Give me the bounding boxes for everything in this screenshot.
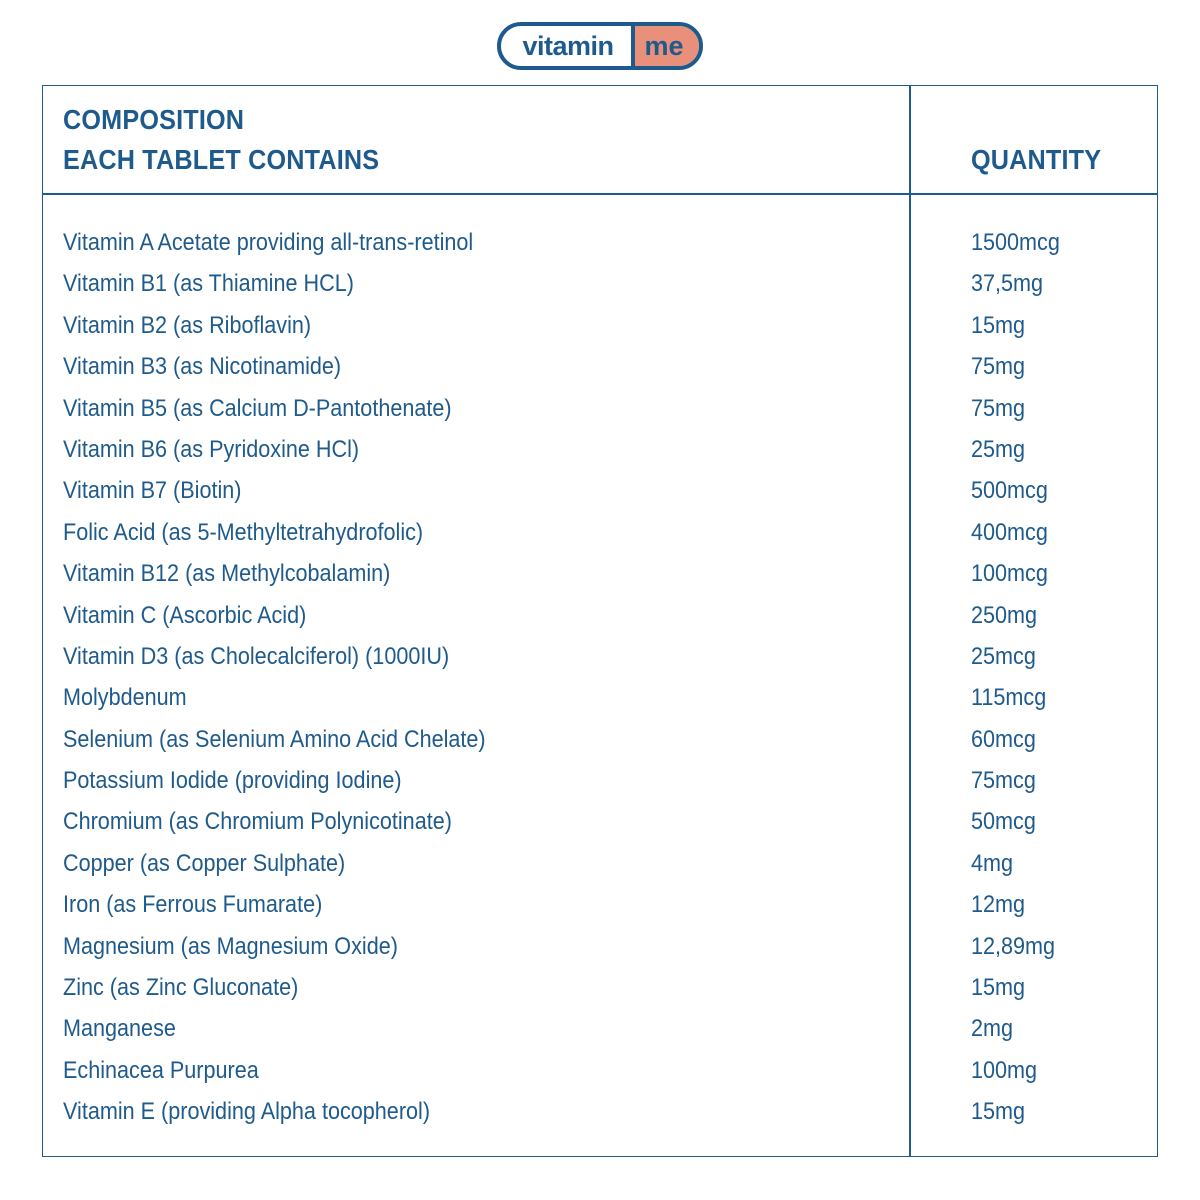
composition-header-line1: COMPOSITION [63,104,245,135]
ingredient-quantity: 15mg [971,974,1026,1002]
table-row [43,553,1157,594]
ingredient-name: Vitamin E (providing Alpha tocopherol) [63,1098,431,1126]
ingredient-quantity: 250mg [971,601,1038,629]
table-row [43,512,1157,553]
table-row [43,470,1157,511]
ingredient-quantity: 1500mcg [971,229,1060,256]
ingredient-quantity: 4mg [971,849,1014,877]
ingredient-quantity: 75mcg [971,767,1036,795]
logo-text-vitamin: vitamin [522,30,614,61]
table-row [43,429,1157,470]
table-row [43,305,1157,346]
ingredient-name: Vitamin B6 (as Pyridoxine HCl) [63,435,360,463]
ingredient-name: Magnesium (as Magnesium Oxide) [63,932,398,960]
ingredient-name: Vitamin D3 (as Cholecalciferol) (1000IU) [63,642,450,670]
table-row [43,677,1157,718]
ingredient-quantity: 15mg [971,1098,1026,1126]
ingredient-quantity: 12mg [971,891,1026,919]
header-divider [43,193,1157,195]
ingredient-name: Vitamin B3 (as Nicotinamide) [63,353,342,381]
ingredient-quantity: 12,89mg [971,932,1056,960]
ingredient-name: Echinacea Purpurea [63,1056,259,1084]
composition-header-line2: EACH TABLET CONTAINS [63,144,380,175]
ingredient-quantity: 60mcg [971,725,1036,753]
ingredient-quantity: 50mcg [971,808,1036,836]
ingredient-name: Selenium (as Selenium Amino Acid Chelate) [63,725,486,753]
ingredient-name: Vitamin B7 (Biotin) [63,477,242,505]
table-row [43,346,1157,387]
table-row [43,222,1157,263]
ingredient-quantity: 75mg [971,353,1026,381]
table-row [43,263,1157,304]
ingredient-quantity: 500mcg [971,477,1048,505]
ingredient-quantity: 115mcg [971,684,1047,712]
brand-logo [497,22,703,70]
table-row [43,388,1157,429]
ingredient-name: Potassium Iodide (providing Iodine) [63,767,402,795]
ingredient-name: Zinc (as Zinc Gluconate) [63,974,299,1002]
ingredient-name: Vitamin B1 (as Thiamine HCL) [63,270,354,298]
table-row [43,843,1157,884]
ingredient-quantity: 100mcg [971,560,1048,588]
ingredient-quantity: 400mcg [971,518,1048,546]
ingredient-quantity: 100mg [971,1056,1038,1084]
ingredient-quantity: 25mg [971,435,1026,463]
ingredient-quantity: 2mg [971,1015,1014,1043]
table-row [43,1008,1157,1049]
ingredient-quantity: 15mg [971,311,1026,339]
logo-text-me: me [635,26,699,66]
table-body [43,222,1157,1133]
ingredient-name: Vitamin B12 (as Methylcobalamin) [63,560,391,588]
quantity-header: QUANTITY [971,144,1102,175]
table-row [43,1050,1157,1091]
ingredient-name: Vitamin C (Ascorbic Acid) [63,601,307,629]
table-row [43,719,1157,760]
table-row [43,1091,1157,1132]
ingredient-quantity: 75mg [971,394,1026,422]
ingredient-name: Vitamin B2 (as Riboflavin) [63,311,312,339]
composition-header [63,100,379,180]
table-row [43,801,1157,842]
table-row [43,967,1157,1008]
ingredient-name: Vitamin B5 (as Calcium D-Pantothenate) [63,394,452,422]
table-row [43,760,1157,801]
ingredient-name: Chromium (as Chromium Polynicotinate) [63,808,452,836]
ingredient-name: Vitamin A Acetate providing all-trans-retinol [63,229,474,256]
ingredient-quantity: 37,5mg [971,270,1044,298]
ingredient-name: Manganese [63,1015,176,1043]
ingredient-name: Iron (as Ferrous Fumarate) [63,891,323,919]
table-row [43,884,1157,925]
ingredient-name: Folic Acid (as 5-Methyltetrahydrofolic) [63,518,424,546]
composition-table [42,85,1158,1157]
ingredient-quantity: 25mcg [971,642,1036,670]
table-row [43,926,1157,967]
table-row [43,595,1157,636]
ingredient-name: Molybdenum [63,684,187,712]
table-row [43,636,1157,677]
ingredient-name: Copper (as Copper Sulphate) [63,849,346,877]
